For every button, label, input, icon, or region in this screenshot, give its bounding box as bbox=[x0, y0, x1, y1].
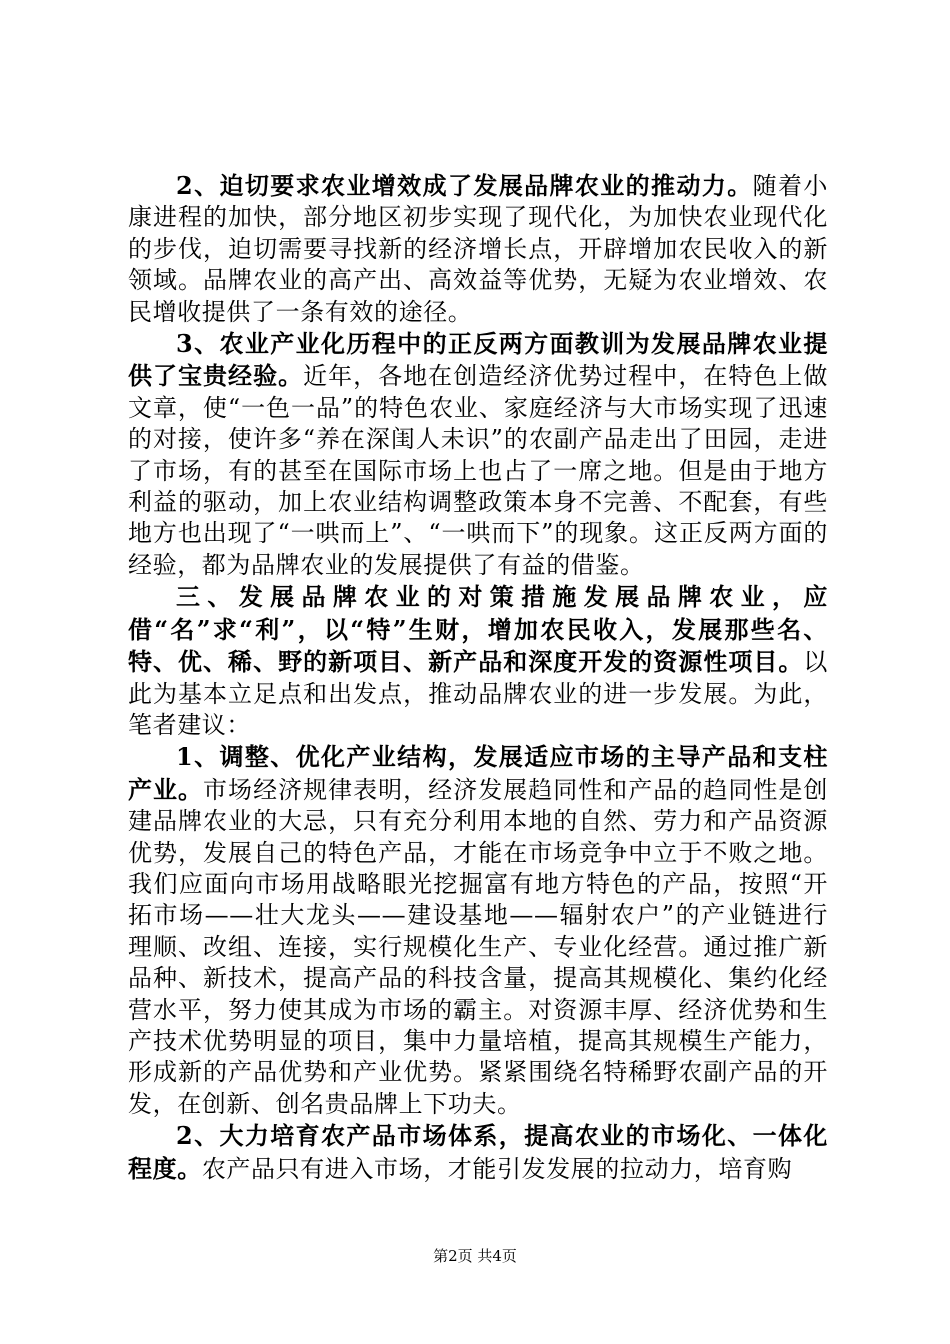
paragraph-lead: 3、农业产业化历程中的正反两方面教训为发展品牌农业提供了宝贵经验。 bbox=[128, 329, 828, 391]
page-number: 第2页 共4页 bbox=[433, 1247, 517, 1265]
paragraph-text: 以此为基本立足点和出发点，推动品牌农业的进一步发展。为此，笔者建议： bbox=[128, 648, 828, 739]
paragraph-3 bbox=[128, 581, 828, 741]
document-body bbox=[128, 170, 828, 1185]
paragraph-4 bbox=[128, 741, 828, 1120]
paragraph-5 bbox=[128, 1120, 828, 1185]
paragraph-text: 近年，各地在创造经济优势过程中，在特色上做文章，使“一色一品”的特色农业、家庭经济与大市场实现了迅速的对接，使许多“养在深闺人未识”的农副产品走出了田园，走进了市场，有的甚至在国际市场上也占了一席之地。但是由于地方利益的驱动，加上农业结构调整政策本身不完善、不配套，有些地方也出现了“一哄而上”、“一哄而下”的现象。这正反两方面的经验，都为品牌农业的发展提供了有益的借鉴。 bbox=[128, 362, 828, 579]
paragraph-2 bbox=[128, 328, 828, 581]
paragraph-text: 随着小康进程的加快，部分地区初步实现了现代化，为加快农业现代化的步伐，迫切需要寻找新的经济增长点，开辟增加农民收入的新领域。品牌农业的高产出、高效益等优势，无疑为农业增效、农民增收提供了一条有效的途径。 bbox=[128, 172, 828, 326]
paragraph-lead: 2、迫切要求农业增效成了发展品牌农业的推动力。 bbox=[176, 171, 753, 200]
paragraph-1 bbox=[128, 170, 828, 328]
paragraph-text: 农产品只有进入市场，才能引发发展的拉动力，培育购 bbox=[201, 1154, 793, 1183]
paragraph-lead: 1、调整、优化产业结构，发展适应市场的主导产品和支柱产业。 bbox=[128, 742, 828, 804]
paragraph-lead: 三、发展品牌农业的对策措施发展品牌农业，应借“名”求“利”，以“特”生财，增加农民收入，发展那些名、特、优、稀、野的新项目、新产品和深度开发的资源性项目。 bbox=[128, 582, 828, 677]
paragraph-text: 市场经济规律表明，经济发展趋同性和产品的趋同性是创建品牌农业的大忌，只有充分利用本地的自然、劳力和产品资源优势，发展自己的特色产品，才能在市场竞争中立于不败之地。我们应面向市场用战略眼光挖掘富有地方特色的产品，按照“开拓市场——壮大龙头——建设基地——辐射农户”的产业链进行理顺、改组、连接，实行规模化生产、专业化经营。通过推广新品种、新技术，提高产品的科技含量，提高其规模化、集约化经营水平，努力使其成为市场的霸主。对资源丰厚、经济优势和生产技术优势明显的项目，集中力量培植，提高其规模生产能力，形成新的产品优势和产业优势。紧紧围绕名特稀野农副产品的开发，在创新、创名贵品牌上下功夫。 bbox=[128, 775, 828, 1118]
paragraph-lead: 2、大力培育农产品市场体系，提高农业的市场化、一体化程度。 bbox=[128, 1121, 828, 1183]
page-footer bbox=[0, 1246, 950, 1266]
